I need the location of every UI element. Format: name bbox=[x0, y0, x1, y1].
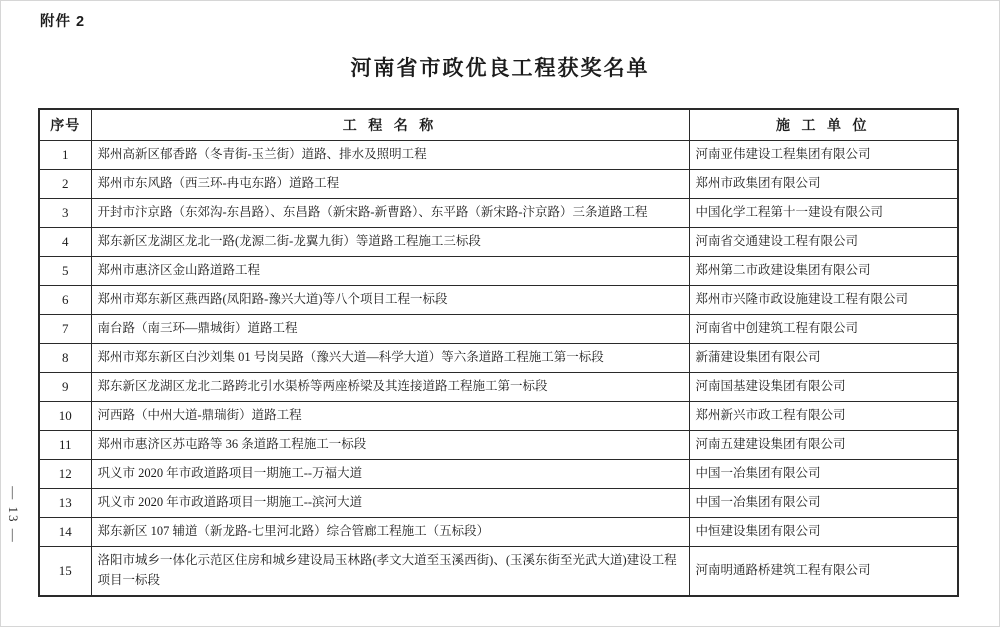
serial-number-cell: 3 bbox=[39, 199, 91, 228]
construction-unit-cell: 河南国基建设集团有限公司 bbox=[689, 373, 958, 402]
table-row bbox=[39, 141, 958, 170]
project-name-cell: 郑州市郑东新区燕西路(凤阳路-豫兴大道)等八个项目工程一标段 bbox=[91, 286, 689, 315]
page-number: — 13 — bbox=[6, 486, 21, 544]
table-row bbox=[39, 170, 958, 199]
table-row bbox=[39, 373, 958, 402]
table-row bbox=[39, 286, 958, 315]
project-name-cell: 南台路（南三环—鼎城街）道路工程 bbox=[91, 315, 689, 344]
serial-number-cell: 14 bbox=[39, 518, 91, 547]
awards-table bbox=[38, 108, 959, 597]
table-header-row bbox=[39, 109, 958, 141]
project-name-cell: 洛阳市城乡一体化示范区住房和城乡建设局玉林路(孝文大道至玉溪西街)、(玉溪东街至光武大道)建设工程项目一标段 bbox=[91, 547, 689, 596]
table-row bbox=[39, 518, 958, 547]
construction-unit-cell: 河南明通路桥建筑工程有限公司 bbox=[689, 547, 958, 596]
serial-number-cell: 6 bbox=[39, 286, 91, 315]
table-row bbox=[39, 344, 958, 373]
project-name-cell: 郑东新区 107 辅道（新龙路-七里河北路）综合管廊工程施工（五标段） bbox=[91, 518, 689, 547]
construction-unit-cell: 河南五建建设集团有限公司 bbox=[689, 431, 958, 460]
table-row bbox=[39, 460, 958, 489]
page-title: 河南省市政优良工程获奖名单 bbox=[350, 57, 650, 80]
project-name-cell: 郑州市东风路（西三环-冉屯东路）道路工程 bbox=[91, 170, 689, 199]
table-row bbox=[39, 315, 958, 344]
construction-unit-cell: 中国化学工程第十一建设有限公司 bbox=[689, 199, 958, 228]
attachment-label: 附件 2 bbox=[40, 14, 86, 30]
table-row bbox=[39, 431, 958, 460]
construction-unit-cell: 中恒建设集团有限公司 bbox=[689, 518, 958, 547]
header-construction-unit: 施 工 单 位 bbox=[689, 109, 958, 141]
serial-number-cell: 2 bbox=[39, 170, 91, 199]
project-name-cell: 开封市汴京路（东郊沟-东昌路）、东昌路（新宋路-新曹路）、东平路（新宋路-汴京路）三条道路工程 bbox=[91, 199, 689, 228]
construction-unit-cell: 郑州市政集团有限公司 bbox=[689, 170, 958, 199]
serial-number-cell: 5 bbox=[39, 257, 91, 286]
project-name-cell: 河西路（中州大道-鼎瑞街）道路工程 bbox=[91, 402, 689, 431]
table-row bbox=[39, 199, 958, 228]
serial-number-cell: 10 bbox=[39, 402, 91, 431]
project-name-cell: 郑东新区龙湖区龙北一路(龙源二街-龙翼九街）等道路工程施工三标段 bbox=[91, 228, 689, 257]
construction-unit-cell: 中国一冶集团有限公司 bbox=[689, 489, 958, 518]
serial-number-cell: 15 bbox=[39, 547, 91, 596]
serial-number-cell: 8 bbox=[39, 344, 91, 373]
serial-number-cell: 4 bbox=[39, 228, 91, 257]
serial-number-cell: 12 bbox=[39, 460, 91, 489]
serial-number-cell: 1 bbox=[39, 141, 91, 170]
table-row bbox=[39, 547, 958, 596]
project-name-cell: 郑州市惠济区苏屯路等 36 条道路工程施工一标段 bbox=[91, 431, 689, 460]
serial-number-cell: 13 bbox=[39, 489, 91, 518]
header-project-name: 工 程 名 称 bbox=[91, 109, 689, 141]
construction-unit-cell: 中国一冶集团有限公司 bbox=[689, 460, 958, 489]
table-row bbox=[39, 402, 958, 431]
construction-unit-cell: 新蒲建设集团有限公司 bbox=[689, 344, 958, 373]
construction-unit-cell: 郑州市兴隆市政设施建设工程有限公司 bbox=[689, 286, 958, 315]
construction-unit-cell: 河南省中创建筑工程有限公司 bbox=[689, 315, 958, 344]
construction-unit-cell: 河南省交通建设工程有限公司 bbox=[689, 228, 958, 257]
serial-number-cell: 7 bbox=[39, 315, 91, 344]
project-name-cell: 郑东新区龙湖区龙北二路跨北引水渠桥等两座桥梁及其连接道路工程施工第一标段 bbox=[91, 373, 689, 402]
serial-number-cell: 9 bbox=[39, 373, 91, 402]
project-name-cell: 巩义市 2020 年市政道路项目一期施工--滨河大道 bbox=[91, 489, 689, 518]
construction-unit-cell: 郑州第二市政建设集团有限公司 bbox=[689, 257, 958, 286]
serial-number-cell: 11 bbox=[39, 431, 91, 460]
table-row bbox=[39, 257, 958, 286]
construction-unit-cell: 郑州新兴市政工程有限公司 bbox=[689, 402, 958, 431]
header-serial-number: 序号 bbox=[39, 109, 91, 141]
construction-unit-cell: 河南亚伟建设工程集团有限公司 bbox=[689, 141, 958, 170]
table-row bbox=[39, 228, 958, 257]
project-name-cell: 郑州市郑东新区白沙刘集 01 号岗吴路（豫兴大道—科学大道）等六条道路工程施工第一标段 bbox=[91, 344, 689, 373]
table-row bbox=[39, 489, 958, 518]
project-name-cell: 郑州高新区郁香路（冬青街-玉兰街）道路、排水及照明工程 bbox=[91, 141, 689, 170]
project-name-cell: 巩义市 2020 年市政道路项目一期施工--万福大道 bbox=[91, 460, 689, 489]
project-name-cell: 郑州市惠济区金山路道路工程 bbox=[91, 257, 689, 286]
